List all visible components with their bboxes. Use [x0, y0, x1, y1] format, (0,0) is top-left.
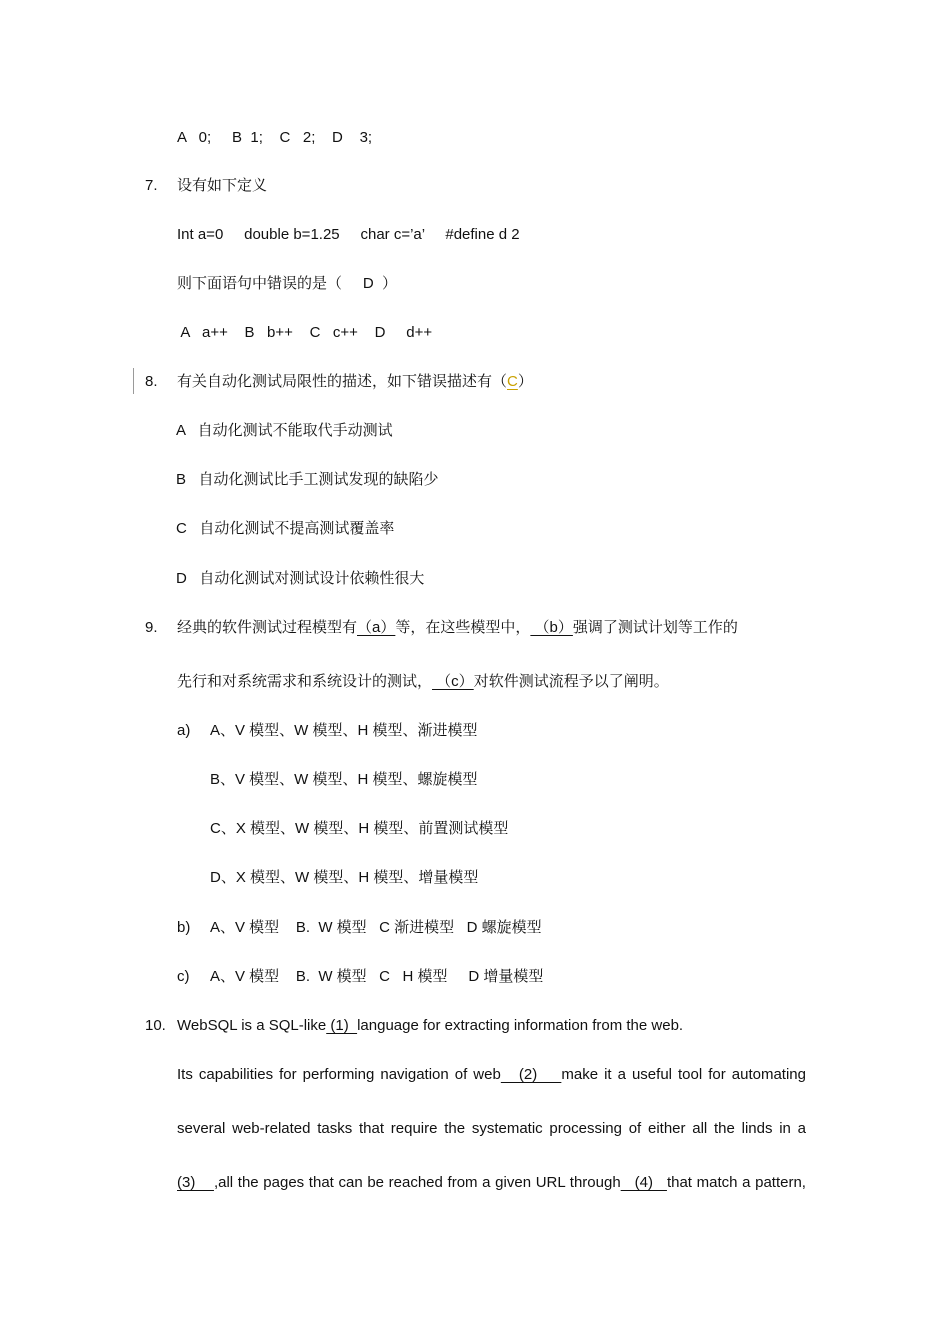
- q9-line2-text-b: 对软件测试流程予以了阐明。: [473, 673, 669, 690]
- q9-blank-a: （a）: [357, 619, 396, 636]
- q8-answer: C: [507, 373, 518, 390]
- q7-question: 则下面语句中错误的是（ D ）: [177, 275, 398, 292]
- q7-number: 7.: [145, 177, 158, 194]
- q8-stem-text: 有关自动化测试局限性的描述，如下错误描述有（: [177, 373, 508, 390]
- q8-stem-close: ）: [517, 373, 533, 390]
- q9-sub-a-label: a): [177, 722, 191, 739]
- q9-sub-b-label: b): [177, 919, 191, 936]
- q9-sub-a-option-a: A、V 模型、W 模型、H 模型、渐进模型: [210, 722, 478, 739]
- q9-blank-c: （c）: [432, 673, 474, 690]
- q10-blank-4: (4): [620, 1174, 667, 1191]
- q8-option-a: A 自动化测试不能取代手动测试: [176, 422, 393, 439]
- q9-sub-b-options: A、V 模型 B. W 模型 C 渐进模型 D 螺旋模型: [210, 919, 542, 936]
- q10-blank-2: (2): [500, 1066, 562, 1083]
- q10-blank-3: (3): [177, 1174, 214, 1191]
- q10-line4-text-b: that match a pattern,: [666, 1174, 806, 1191]
- q10-line4: [177, 1173, 806, 1193]
- q9-line1-text-a: 经典的软件测试过程模型有: [177, 619, 358, 636]
- revision-change-bar: [133, 368, 134, 394]
- q9-sub-c-label: c): [177, 968, 190, 985]
- q8-option-b: B 自动化测试比手工测试发现的缺陷少: [176, 471, 439, 488]
- q9-blank-b: （b）: [530, 619, 573, 636]
- q10-line2-text-a: Its capabilities for performing navigation of web: [177, 1066, 501, 1083]
- q7-stem: 设有如下定义: [177, 177, 268, 194]
- q8-stem: [177, 372, 533, 392]
- q9-sub-c-options: A、V 模型 B. W 模型 C H 模型 D 增量模型: [210, 968, 544, 985]
- q10-blank-1: (1): [326, 1017, 358, 1034]
- q7-definition: Int a=0 double b=1.25 char c=’a’ #define d 2: [177, 226, 520, 243]
- q10-line2: [177, 1065, 806, 1085]
- q10-line1: [177, 1016, 683, 1036]
- q6-options: A 0; B 1; C 2; D 3;: [177, 129, 373, 146]
- q8-option-c: C 自动化测试不提高测试覆盖率: [176, 520, 395, 537]
- q9-line1: [177, 618, 738, 638]
- q9-sub-a-option-d: D、X 模型、W 模型、H 模型、增量模型: [210, 869, 479, 886]
- q10-line4-text-a: ,all the pages that can be reached from a given URL through: [213, 1174, 621, 1191]
- q8-number: 8.: [145, 373, 158, 390]
- q9-line2-text-a: 先行和对系统需求和系统设计的测试，: [177, 673, 433, 690]
- q9-line1-text-b: 等，在这些模型中，: [395, 619, 531, 636]
- q9-line2: [177, 672, 669, 692]
- q8-option-d: D 自动化测试对测试设计依赖性很大: [176, 570, 425, 587]
- q9-sub-a-option-c: C、X 模型、W 模型、H 模型、前置测试模型: [210, 820, 509, 837]
- q7-options: A a++ B b++ C c++ D d++: [177, 324, 433, 341]
- q10-line2-text-b: make it a useful tool for automating: [561, 1066, 806, 1083]
- q10-line3: several web-related tasks that require the systematic processing of either all the linds in a: [177, 1120, 806, 1137]
- q10-line1-text-a: WebSQL is a SQL-like: [177, 1017, 327, 1034]
- q10-number: 10.: [145, 1017, 166, 1034]
- q9-line1-text-c: 强调了测试计划等工作的: [572, 619, 738, 636]
- q9-number: 9.: [145, 619, 158, 636]
- q10-line1-text-b: language for extracting information from the web.: [357, 1017, 684, 1034]
- q9-sub-a-option-b: B、V 模型、W 模型、H 模型、螺旋模型: [210, 771, 478, 788]
